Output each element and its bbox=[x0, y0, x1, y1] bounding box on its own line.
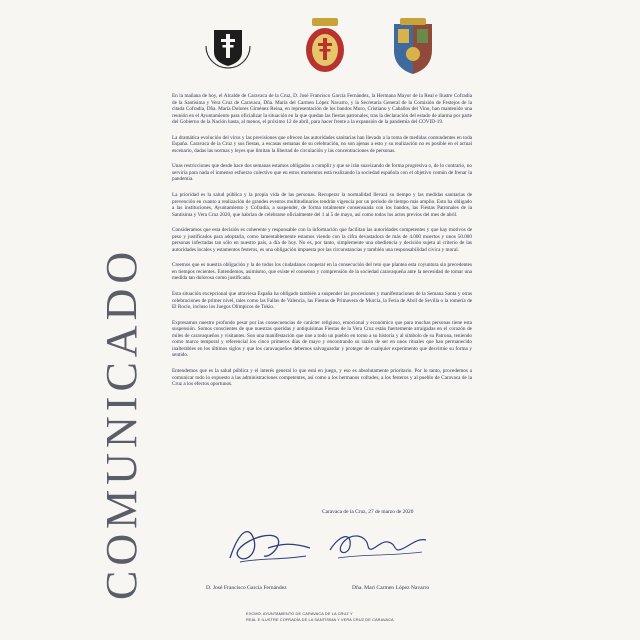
footer bbox=[246, 611, 446, 623]
paragraph: La dramática evolución del virus y las previsiones que ofrecen las autoridades sanitarias han llevado a la toma de medidas contundentes en toda España. Caravaca de la Cruz y sus fiestas, a escasas semanas de su celebración, no son ajenas a esto y su realización no es posible en el actual escenario, dadas las normas y leyes que limitan la libertad de circulación y las concentraciones de personas. bbox=[172, 134, 472, 154]
signature-name-left: D. José Francisco García Fernández bbox=[206, 585, 287, 591]
footer-line: EXCMO. AYUNTAMIENTO DE CARAVACA DE LA CRUZ Y bbox=[246, 611, 353, 616]
document-title: COMUNICADO bbox=[97, 246, 146, 600]
paragraph: En la mañana de hoy, el Alcalde de Caravaca de la Cruz, D. José Francisco García Fernández, la Hermana Mayor de la Real e Ilustre Cofradía de la Santísima y Vera Cruz de Caravaca, Dña. María del Carmen López Navarro, y la Secretaria General de la Comisión de Festejos de la citada Cofradía, Dña. María Dolores Giménez Reina, en representación de los bandos Moro, Cristiano y Caballos del Vino, han mantenido una reunión en el Ayuntamiento para oficializar la situación en la que quedan las fiestas patronales, tras la declaración del estado de alarma por parte del Gobierno de la Nación hasta, al menos, el próximo 12 de abril, para hacer frente a la expansión de la pandemia del COVID-19. bbox=[172, 93, 472, 126]
header-logos bbox=[198, 16, 458, 82]
paragraph: Entendemos que es la salud pública y el interés general lo que está en juego, y eso es absolutamente prioritario. Por lo tanto, procedemos a comunicar todo lo expuesto a las administraciones competentes, así como a los hermanos cofrades, a los festeros y al pueblo de Caravaca de la Cruz a los efectos oportunos. bbox=[172, 367, 472, 388]
paragraph: Unas restricciones que desde hace dos semanas estamos obligados a cumplir y que se irán suavizando de forma progresiva o, de lo contrario, no serviría para nada el inmenso esfuerzo colectivo que en estos momentos está realizando la sociedad española con el objetivo común de frenar la pandemia. bbox=[172, 163, 472, 183]
paragraph: Consideramos que esta decisión es coherente y responsable con la información que facilitan las autoridades competentes y que hay motivos de peso y justificados para adoptarla, como lamentablemente estamos viendo con la cifra devastadora de más de 4.000 muertos y unos 50.000 personas infectadas tan sólo en nuestro país, a día de hoy. No es, por tanto, simplemente una obediencia y decisión sujeta al criterio de las autoridades locales y estamentos festeros, es una obligación impuesta por las circunstancias y también una responsabilidad cívica y moral. bbox=[172, 227, 472, 253]
festejos-crest-icon bbox=[388, 16, 438, 76]
signature-name-right: Dña. Mari Carmen López Navarro bbox=[352, 585, 430, 591]
document-body bbox=[172, 93, 472, 397]
paragraph: Creemos que es nuestra obligación y la de todos los ciudadanos cooperar en la consecución del reto que plantea esta coyuntura sin precedentes en tiempos recientes. Entendemos, asimismo, que existe el consenso y comprensión de la sociedad caravaqueña ante la necesidad de tomar una medida tan dolorosa como justificada. bbox=[172, 262, 472, 282]
paragraph: Esta situación excepcional que atraviesa España ha obligado también a suspender las procesiones y manifestaciones de la Semana Santa y otras celebraciones de primer nivel, tales como las Fallas de Valencia, las Fiestas de Primavera de Murcia, la Feria de Abril de Sevilla o la romería de El Rocío, incluso los Juegos Olímpicos de Tokio. bbox=[172, 291, 472, 311]
paragraph: La prioridad es la salud pública y la propia vida de las personas. Recuperar la normalidad llevará su tiempo y las medidas sanitarias de prevención en cuanto a realización de grandes eventos multitudinarios tendrán vigencia por un período de tiempo más amplio. Esto ha obligado a las instituciones, Ayuntamiento y Cofradía, a suspender, de forma totalmente consensuada con los bandos, las Fiestas Patronales de la Santísima y Vera Cruz 2020, que habrían de celebrarse oficialmente del 1 al 5 de mayo, así como todos los actos previos del mes de abril. bbox=[172, 192, 472, 218]
signature-right-icon bbox=[322, 520, 432, 570]
footer-line: REAL E ILUSTRE COFRADÍA DE LA SANTÍSIMA Y VERA CRUZ DE CARAVACA bbox=[246, 617, 394, 622]
cofradia-crest-icon bbox=[302, 16, 348, 76]
paragraph: Expresamos nuestro profundo pesar por las consecuencias de carácter religioso, emocional y económico que para muchas personas tiene esta suspensión. Somos conscientes de que nuestras queridas y antiquísimas Fiestas de la Vera Cruz están fuertemente arraigadas en el corazón de miles de caravaqueños y visitantes. Son una manifestación que une a todo un pueblo en torno a su historia y al símbolo de su Patrona, teniendo como marco temporal y referencial los cinco primeros días de mayo y encontrando su razón de ser en unos rituales que han permanecido inalterables en los últimos siglos y que los caravaqueños debemos salvaguardar y proteger de cualquier experimento que desvirtúe su forma y sentido. bbox=[172, 319, 472, 359]
date-line: Caravaca de la Cruz, 27 de marzo de 2020 bbox=[322, 509, 414, 515]
ayuntamiento-logo-icon bbox=[198, 16, 258, 82]
signature-left-icon bbox=[220, 518, 320, 570]
